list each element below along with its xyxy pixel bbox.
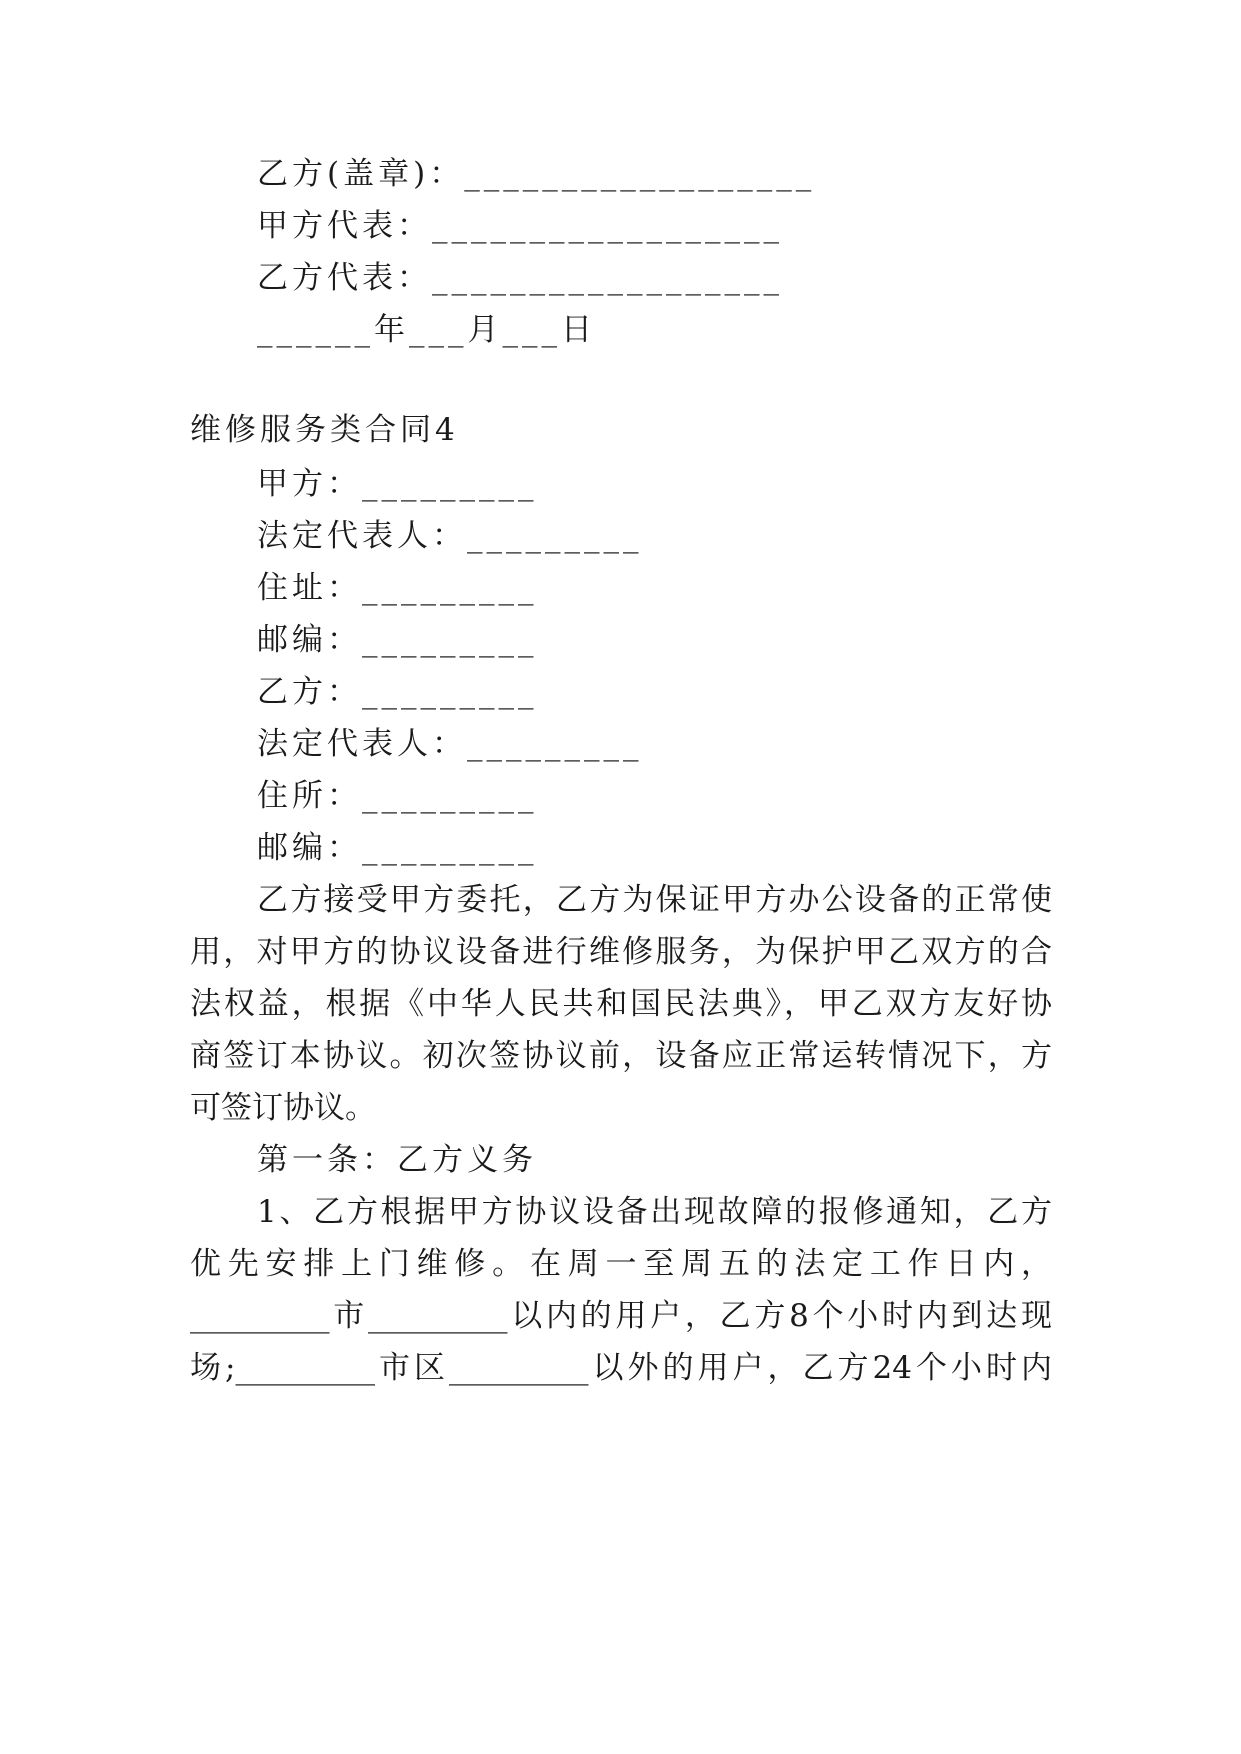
field-party-b-legal-rep: 法定代表人：_________ (257, 726, 643, 762)
field-party-b-postcode: 邮编：_________ (257, 830, 538, 866)
article-1-paragraph-line: 1、乙方根据甲方协议设备出现故障的报修通知，乙方 (257, 1194, 1052, 1230)
party-b-seal-line: 乙方(盖章)：__________________ (257, 156, 816, 192)
field-party-b: 乙方：_________ (257, 674, 538, 710)
signature-date-line: ______年___月___日 (257, 312, 596, 348)
article-1-paragraph-line: _________市_________以内的用户，乙方8个小时内到达现 (190, 1298, 1052, 1334)
intro-paragraph-line: 用，对甲方的协议设备进行维修服务，为保护甲乙双方的合 (190, 934, 1052, 970)
article-1-paragraph-line: 优先安排上门维修。在周一至周五的法定工作日内， (190, 1246, 1052, 1282)
intro-paragraph-line: 商签订本协议。初次签协议前，设备应正常运转情况下，方 (190, 1038, 1052, 1074)
field-party-a-address: 住址：_________ (257, 570, 538, 606)
party-a-representative-line: 甲方代表：__________________ (257, 208, 783, 244)
field-party-a: 甲方：_________ (257, 466, 538, 502)
article-1-paragraph-line: 场;_________市区_________以外的用户，乙方24个小时内 (190, 1350, 1052, 1386)
field-party-b-residence: 住所：_________ (257, 778, 538, 814)
intro-paragraph-line: 乙方接受甲方委托，乙方为保证甲方办公设备的正常使 (257, 882, 1052, 918)
field-party-a-postcode: 邮编：_________ (257, 622, 538, 658)
intro-paragraph-line: 可签订协议。 (190, 1090, 376, 1126)
contract-title: 维修服务类合同4 (190, 412, 459, 448)
intro-paragraph-line: 法权益，根据《中华人民共和国民法典》，甲乙双方友好协 (190, 986, 1052, 1022)
party-b-representative-line: 乙方代表：__________________ (257, 260, 783, 296)
field-party-a-legal-rep: 法定代表人：_________ (257, 518, 643, 554)
article-1-title: 第一条：乙方义务 (257, 1142, 537, 1178)
